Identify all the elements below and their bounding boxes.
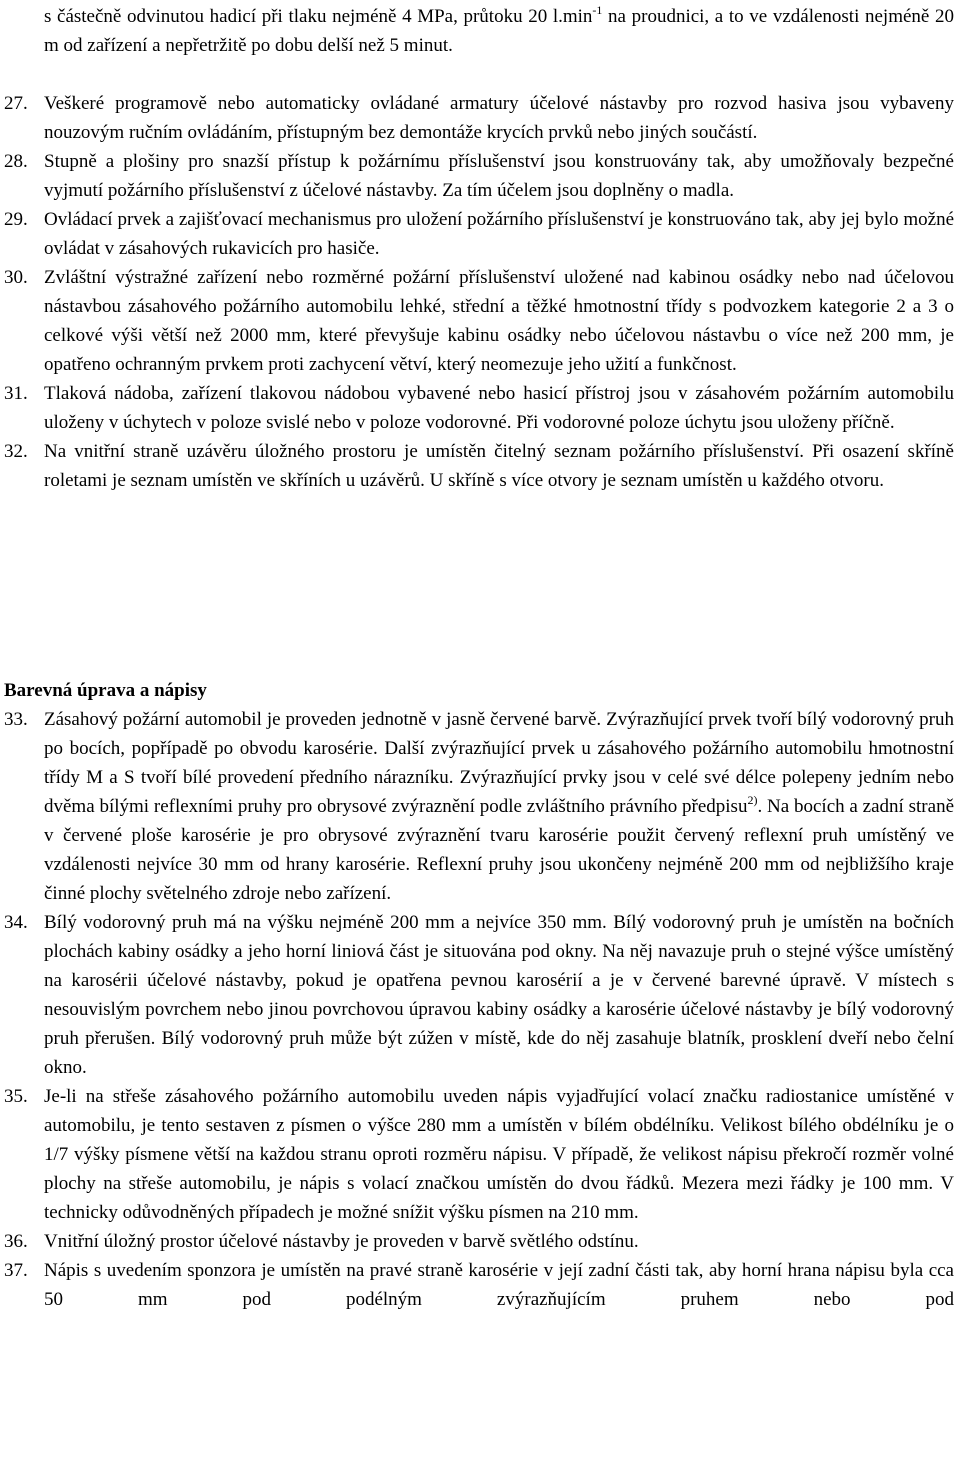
continuation-text: s částečně odvinutou hadicí při tlaku nejméně 4 MPa, průtoku 20 l.min <box>44 6 593 27</box>
item-number: 31. <box>4 383 28 404</box>
item-number: 28. <box>4 151 28 172</box>
item-text: Na vnitřní straně uzávěru úložného prostoru je umístěn čitelný seznam požárního příslušenství. Při osazení skříně roletami je seznam umístěn ve skříních u uzávěrů. U skříně s více otvory je seznam umístěn u každého otvoru. <box>44 441 954 491</box>
list-item <box>0 1082 960 1227</box>
item-text-end: . Na bocích a zadní straně v červené ploše karosérie je pro obrysové zvýraznění tvaru karosérie použit červený reflexní pruh umístěný ve vzdálenosti nejvíce 30 mm od hrany karosérie. Reflexní pruhy jsou ukončeny nejméně 200 mm od nejbližšího kraje činné plochy světelného zdroje nebo zařízení. <box>44 796 955 904</box>
list-item <box>0 1227 960 1256</box>
list-item <box>0 437 960 495</box>
item-text: Vnitřní úložný prostor účelové nástavby je proveden v barvě světlého odstínu. <box>44 1231 639 1252</box>
item-number: 33. <box>4 709 28 730</box>
item-text: Tlaková nádoba, zařízení tlakovou nádobou vybavené nebo hasicí přístroj jsou v zásahovém požárním automobilu uloženy v úchytech v poloze svislé nebo v poloze vodorovné. Při vodorovné poloze úchytu jsou uloženy příčně. <box>44 383 954 433</box>
item-number: 29. <box>4 209 28 230</box>
list-item <box>0 705 960 908</box>
list-item <box>0 263 960 379</box>
list-item <box>0 205 960 263</box>
item-text: Zvláštní výstražné zařízení nebo rozměrné požární příslušenství uložené nad kabinou osádky nebo nad účelovou nástavbou zásahového požárního automobilu lehké, střední a těžké hmotnostní třídy s podvozkem kategorie 2 a 3 o celkové výši větší než 2000 mm, které převyšuje kabinu osádky nebo účelovou nástavbu o více než 200 mm, je opatřeno ochranným prvkem proti zachycení větví, který neomezuje jeho užití a funkčnost. <box>44 267 954 375</box>
item-text: Je-li na střeše zásahového požárního automobilu uveden nápis vyjadřující volací značku radiostanice umístěné v automobilu, je tento sestaven z písmen o výšce 280 mm a umístěn v bílém obdélníku. Velikost bílého obdélníku je o 1/7 výšky písmene větší na každou stranu oproti rozměru nápisu. V případě, že velikost nápisu překročí rozměr volné plochy na střeše automobilu, je nápis s volací značkou umístěn do dvou řádků. Mezera mezi řádky je 100 mm. V technicky odůvodněných případech je možné snížit výšku písmen na 210 mm. <box>44 1086 954 1223</box>
item-number: 27. <box>4 93 28 114</box>
section-heading: Barevná úprava a nápisy <box>4 680 207 701</box>
item-number: 34. <box>4 912 28 933</box>
footnote-ref: 2) <box>747 792 758 807</box>
item-number: 32. <box>4 441 28 462</box>
item-number: 36. <box>4 1231 28 1252</box>
item-number: 35. <box>4 1086 28 1107</box>
item-number: 37. <box>4 1260 28 1281</box>
item-text: Stupně a plošiny pro snazší přístup k požárnímu příslušenství jsou konstruovány tak, aby umožňovaly bezpečné vyjmutí požárního příslušenství z účelové nástavby. Za tím účelem jsou doplněny o madla. <box>44 151 954 201</box>
continuation-text-end: na proudnici, a to ve vzdálenosti nejméně 20 m od zařízení a nepřetržitě po dobu delší než 5 minut. <box>44 6 954 56</box>
items-list-a <box>0 89 960 495</box>
superscript: -1 <box>592 2 603 17</box>
item-text: Zásahový požární automobil je proveden jednotně v jasně červené barvě. Zvýrazňující prvek tvoří bílý vodorovný pruh po bocích, popřípadě po obvodu karosérie. Další zvýrazňující prvek u zásahového požárního automobilu hmotnostní třídy M a S tvoří bílé provedení předního nárazníku. Zvýrazňující prvky jsou v celé své délce polepeny jedním nebo dvěma bílými reflexními pruhy pro obrysové zvýraznění podle zvláštního právního předpisu <box>44 709 954 817</box>
items-list-b <box>0 705 960 1314</box>
item-text: Ovládací prvek a zajišťovací mechanismus pro uložení požárního příslušenství je konstruováno tak, aby jej bylo možné ovládat v zásahových rukavicích pro hasiče. <box>44 209 954 259</box>
item-text: Bílý vodorovný pruh má na výšku nejméně 200 mm a nejvíce 350 mm. Bílý vodorovný pruh je umístěn na bočních plochách kabiny osádky a jeho horní liniová část je situována pod okny. Na něj navazuje pruh o stejné výšce umístěný na karosérii účelové nástavby, pokud je opatřena pevnou karosérií a je v červené barevné úpravě. V místech s nesouvislým povrchem nebo jinou povrchovou úpravou kabiny osádky a karosérie účelové nástavby je bílý vodorovný pruh přerušen. Bílý vodorovný pruh může být zúžen v místě, kde do něj zasahuje blatník, prosklení dveří nebo čelní okno. <box>44 912 954 1078</box>
list-item <box>0 89 960 147</box>
list-item <box>0 147 960 205</box>
item-text: Nápis s uvedením sponzora je umístěn na pravé straně karosérie v její zadní části tak, aby horní hrana nápisu byla cca 50 mm pod podélným zvýrazňujícím pruhem nebo pod <box>44 1260 954 1310</box>
list-item <box>0 908 960 1082</box>
list-item <box>0 1256 960 1314</box>
list-item <box>0 379 960 437</box>
item-text: Veškeré programově nebo automaticky ovládané armatury účelové nástavby pro rozvod hasiva jsou vybaveny nouzovým ručním ovládáním, přístupným bez demontáže krycích prvků nebo jiných součástí. <box>44 93 954 143</box>
item-number: 30. <box>4 267 28 288</box>
continuation-paragraph <box>0 2 960 60</box>
